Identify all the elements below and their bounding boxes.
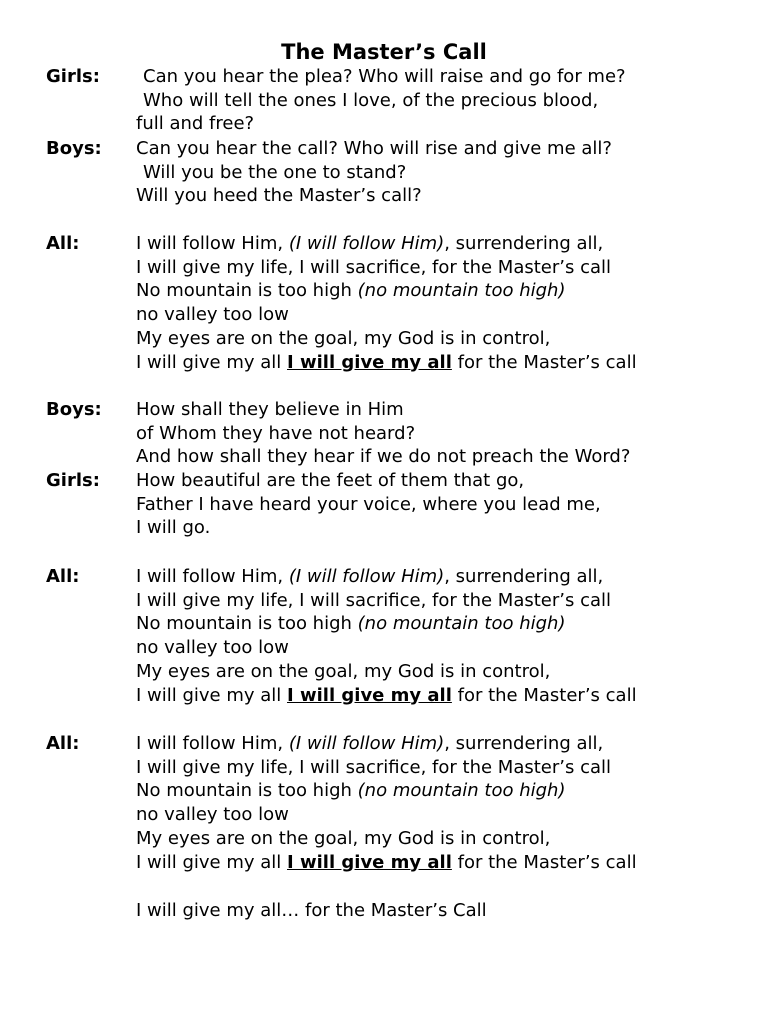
emphasis-phrase: I will give my all [287,684,452,706]
speaker-label: Boys: [46,138,102,159]
echo-phrase: (no mountain too high) [357,613,566,635]
chorus-lines [136,232,756,374]
lyric-line: I will follow Him, (I will follow Him), surrendering all, [136,733,604,754]
lyric-line: How beautiful are the feet of them that go, [136,470,525,491]
echo-phrase: (no mountain too high) [357,780,566,802]
verse-lines [136,398,756,469]
verse-lines [136,469,756,540]
lyric-line: no valley too low [136,637,289,659]
speaker-label: All: [46,566,80,587]
speaker-label: Girls: [46,470,100,491]
lyric-line: I will follow Him, (I will follow Him), surrendering all, [136,566,604,587]
lyric-line: Who will tell the ones I love, of the precious blood, [143,89,599,111]
lyric-line: Father I have heard your voice, where you lead me, [136,493,601,515]
speaker-label: Boys: [46,399,102,420]
lyric-line: no valley too low [136,304,289,326]
lyric-line: Can you hear the plea? Who will raise and go for me? [143,66,626,87]
lyric-line: I will give my all I will give my all for the Master’s call [136,351,637,373]
lyric-line: full and free? [136,113,255,135]
chorus-lines [136,732,756,874]
lyric-line: No mountain is too high (no mountain too high) [136,780,566,802]
echo-phrase: (I will follow Him) [288,233,445,254]
lyric-line: Will you heed the Master’s call? [136,185,422,207]
lyric-line: I will give my life, I will sacrifice, for the Master’s call [136,256,612,278]
lyric-line: And how shall they hear if we do not preach the Word? [136,446,631,468]
lyric-line: I will give my all I will give my all for the Master’s call [136,684,637,706]
lyric-line: no valley too low [136,804,289,826]
lyric-line: My eyes are on the goal, my God is in control, [136,327,551,349]
echo-phrase: (no mountain too high) [357,280,566,302]
lyric-line: of Whom they have not heard? [136,422,416,444]
lyric-line: I will go. [136,517,211,539]
verse-lines [136,65,756,136]
lyric-line: Will you be the one to stand? [143,161,407,183]
closing-line: I will give my all… for the Master’s Call [136,900,487,921]
lyric-line: My eyes are on the goal, my God is in control, [136,827,551,849]
lyric-line: No mountain is too high (no mountain too high) [136,613,566,635]
chorus-lines [136,565,756,707]
closing-lines [136,899,756,923]
emphasis-phrase: I will give my all [287,851,452,873]
echo-phrase: (I will follow Him) [288,566,445,587]
speaker-label: All: [46,733,80,754]
speaker-label: All: [46,233,80,254]
page-title: The Master’s Call [281,40,487,64]
lyric-line: I will give my all I will give my all for the Master’s call [136,851,637,873]
lyric-line: How shall they believe in Him [136,399,404,420]
speaker-label: Girls: [46,66,100,87]
lyric-line: I will follow Him, (I will follow Him), surrendering all, [136,233,604,254]
verse-lines [136,137,756,208]
lyric-line: No mountain is too high (no mountain too high) [136,280,566,302]
lyric-line: Can you hear the call? Who will rise and give me all? [136,138,612,159]
echo-phrase: (I will follow Him) [288,733,445,754]
lyric-line: I will give my life, I will sacrifice, for the Master’s call [136,756,612,778]
emphasis-phrase: I will give my all [287,351,452,373]
lyric-line: I will give my life, I will sacrifice, for the Master’s call [136,589,612,611]
lyric-line: My eyes are on the goal, my God is in control, [136,660,551,682]
